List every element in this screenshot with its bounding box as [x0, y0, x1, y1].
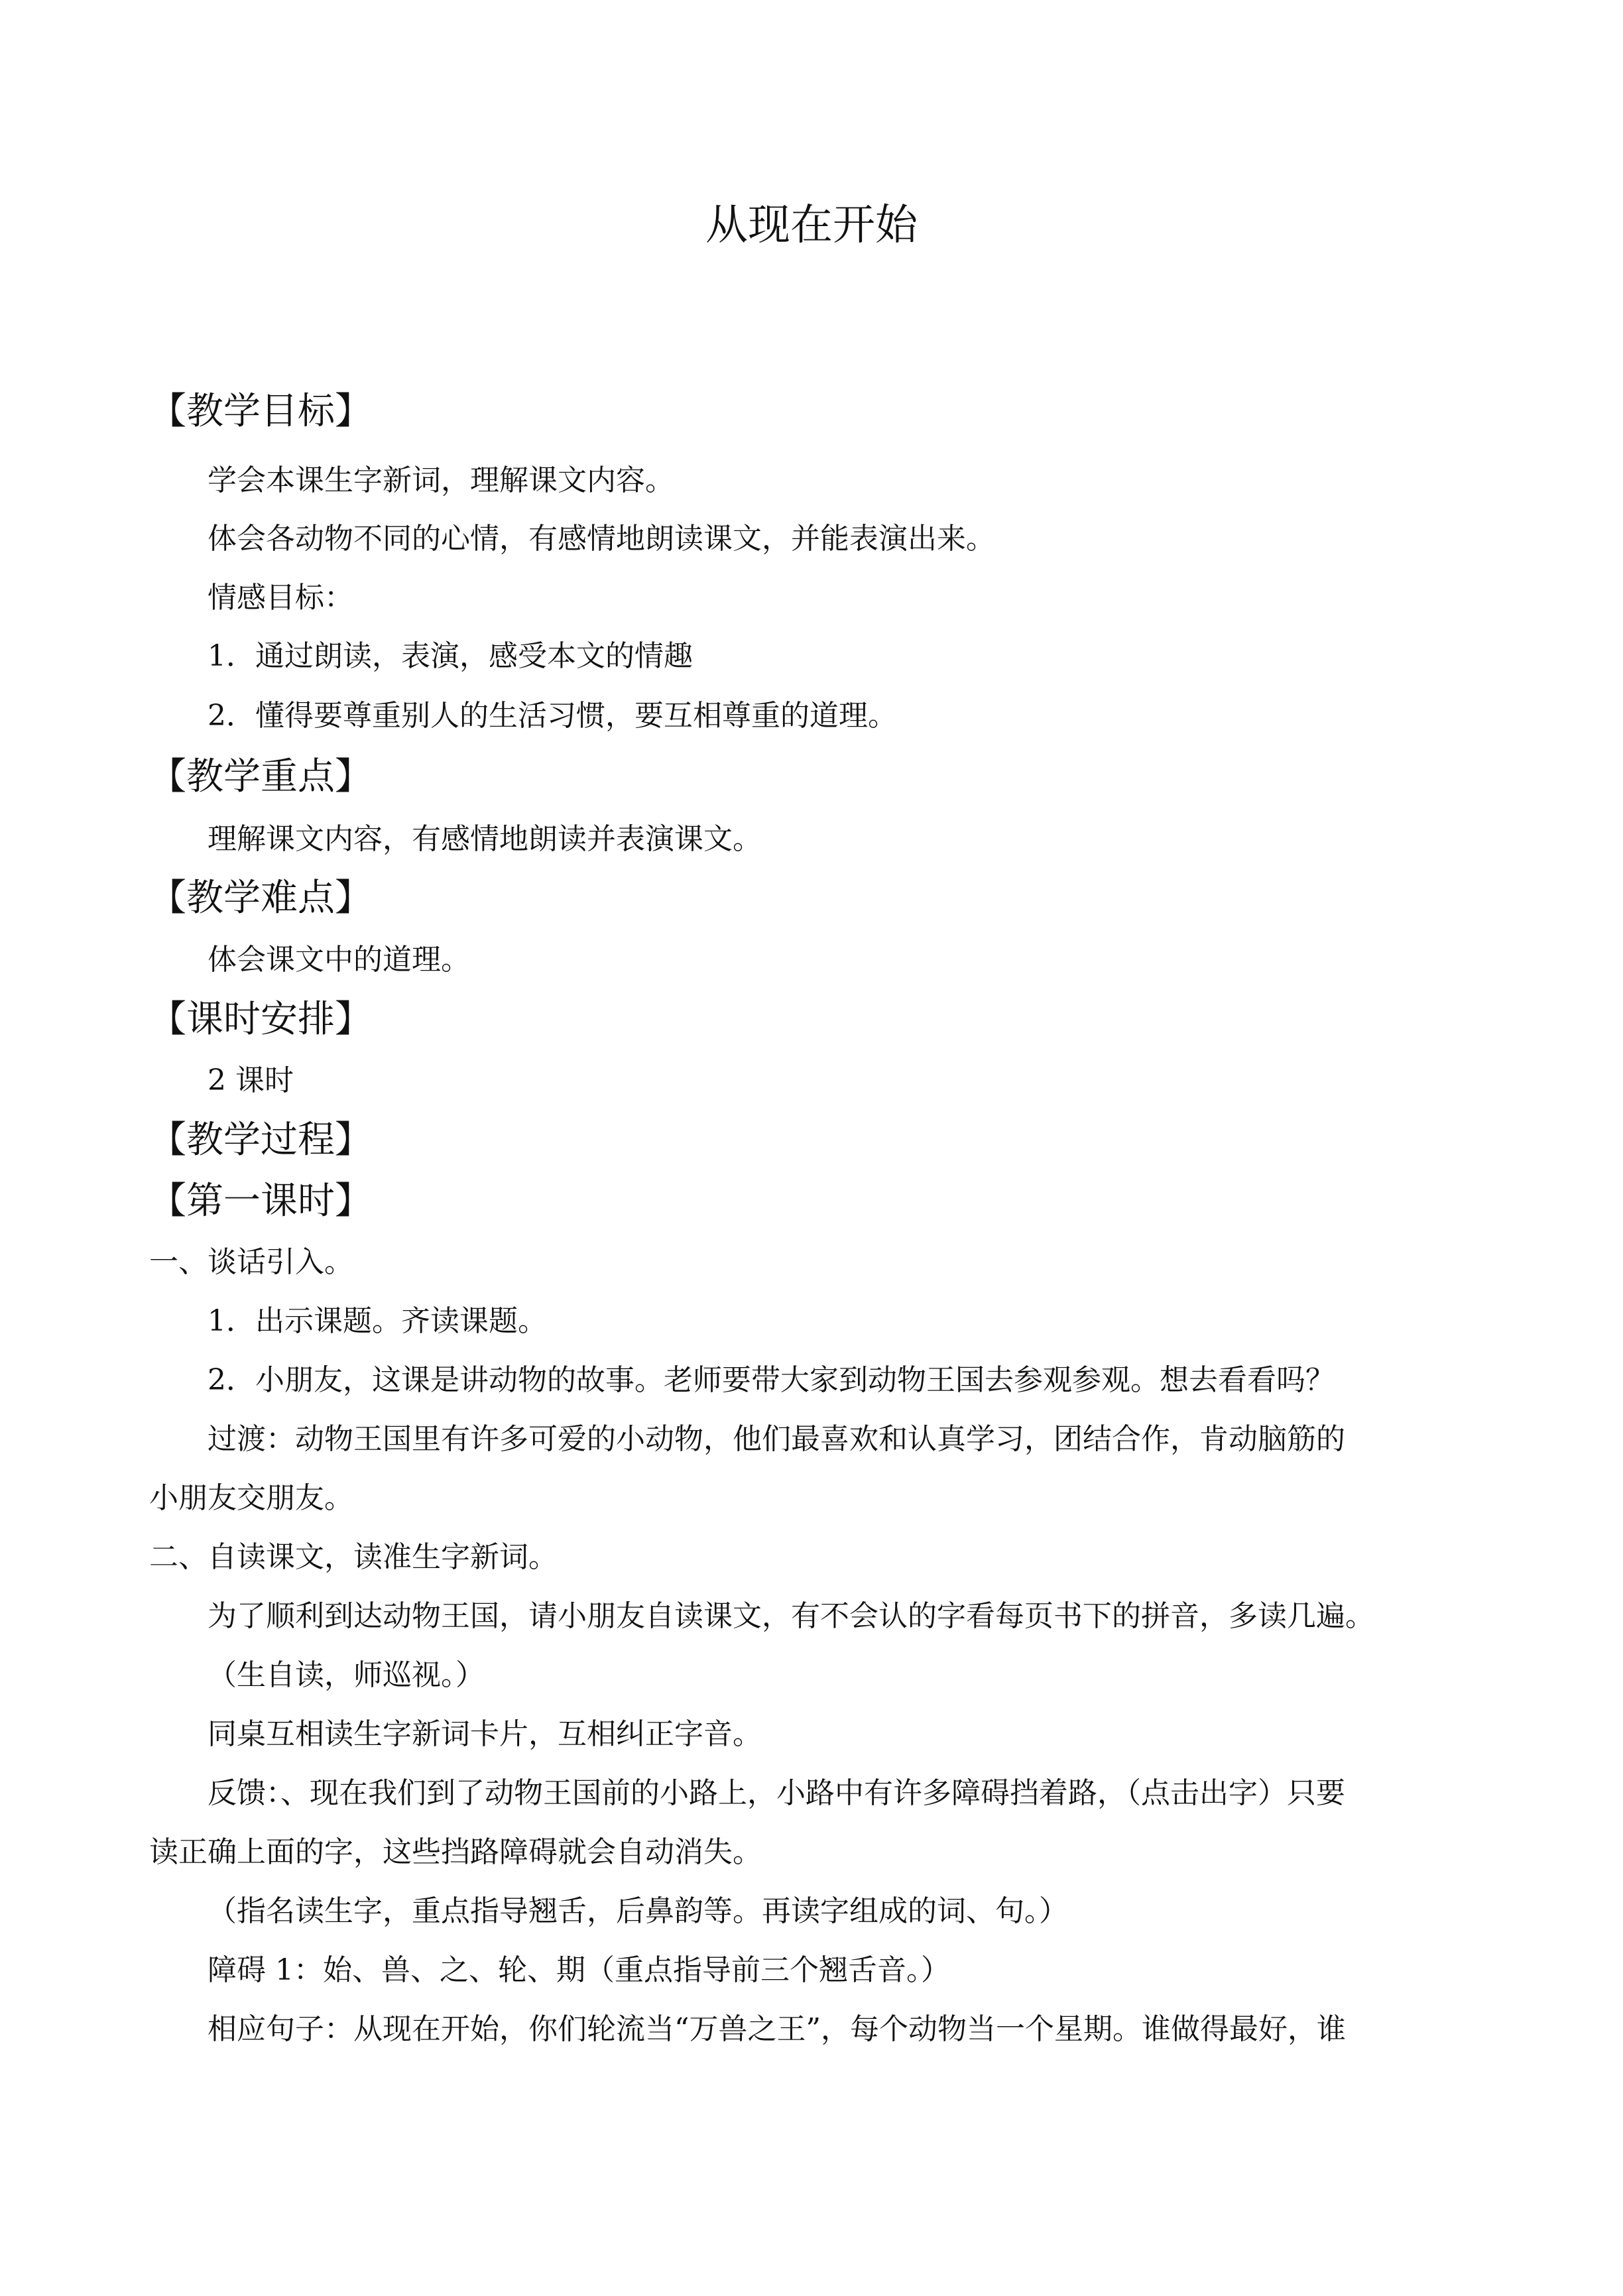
document-title: 从现在开始 — [705, 201, 918, 250]
lesson-line: 同桌互相读生字新词卡片，互相纠正字音。 — [208, 1717, 762, 1751]
objective-item: 情感目标： — [208, 581, 353, 615]
heading-lesson-one: 【第一课时】 — [149, 1179, 372, 1223]
lesson-line: 一、谈话引入。 — [149, 1245, 353, 1279]
heading-key-points: 【教学重点】 — [149, 755, 372, 798]
lesson-line: 为了顺利到达动物王国，请小朋友自读课文，有不会认的字看每页书下的拼音，多读几遍。 — [208, 1599, 1374, 1633]
lesson-line: 2．小朋友，这课是讲动物的故事。老师要带大家到动物王国去参观参观。想去看看吗？ — [208, 1363, 1335, 1397]
lesson-line: 障碍 1：始、兽、之、轮、期（重点指导前三个翘舌音。） — [208, 1953, 950, 1987]
lesson-line: 过渡：动物王国里有许多可爱的小动物，他们最喜欢和认真学习，团结合作，肯动脑筋的 — [208, 1422, 1345, 1456]
heading-objectives: 【教学目标】 — [149, 390, 372, 433]
lesson-line: 相应句子：从现在开始，你们轮流当“万兽之王”，每个动物当一个星期。谁做得最好，谁 — [208, 2012, 1346, 2046]
heading-process: 【教学过程】 — [149, 1118, 372, 1162]
lesson-line: 反馈：、现在我们到了动物王国前的小路上，小路中有许多障碍挡着路，（点击出字）只要 — [208, 1776, 1345, 1810]
objective-item: 2．懂得要尊重别人的生活习惯，要互相尊重的道理。 — [208, 699, 897, 733]
objective-item: 1．通过朗读，表演，感受本文的情趣 — [208, 639, 693, 673]
objective-item: 体会各动物不同的心情，有感情地朗读课文，并能表演出来。 — [208, 522, 995, 556]
difficulty-item: 体会课文中的道理。 — [208, 943, 470, 977]
lesson-line: 二、自读课文，读准生字新词。 — [149, 1540, 558, 1574]
heading-schedule: 【课时安排】 — [149, 998, 372, 1041]
objective-item: 学会本课生字新词，理解课文内容。 — [208, 463, 674, 497]
lesson-line: 小朋友交朋友。 — [149, 1481, 353, 1515]
lesson-line: （指名读生字，重点指导翘舌，后鼻韵等。再读字组成的词、句。） — [208, 1894, 1068, 1928]
lesson-line: 读正确上面的字，这些挡路障碍就会自动消失。 — [149, 1835, 762, 1869]
heading-difficulties: 【教学难点】 — [149, 876, 372, 920]
lesson-line: 1．出示课题。齐读课题。 — [208, 1304, 547, 1338]
key-point-item: 理解课文内容，有感情地朗读并表演课文。 — [208, 822, 762, 856]
schedule-item: 2 课时 — [208, 1063, 294, 1097]
lesson-line: （生自读，师巡视。） — [208, 1658, 485, 1692]
